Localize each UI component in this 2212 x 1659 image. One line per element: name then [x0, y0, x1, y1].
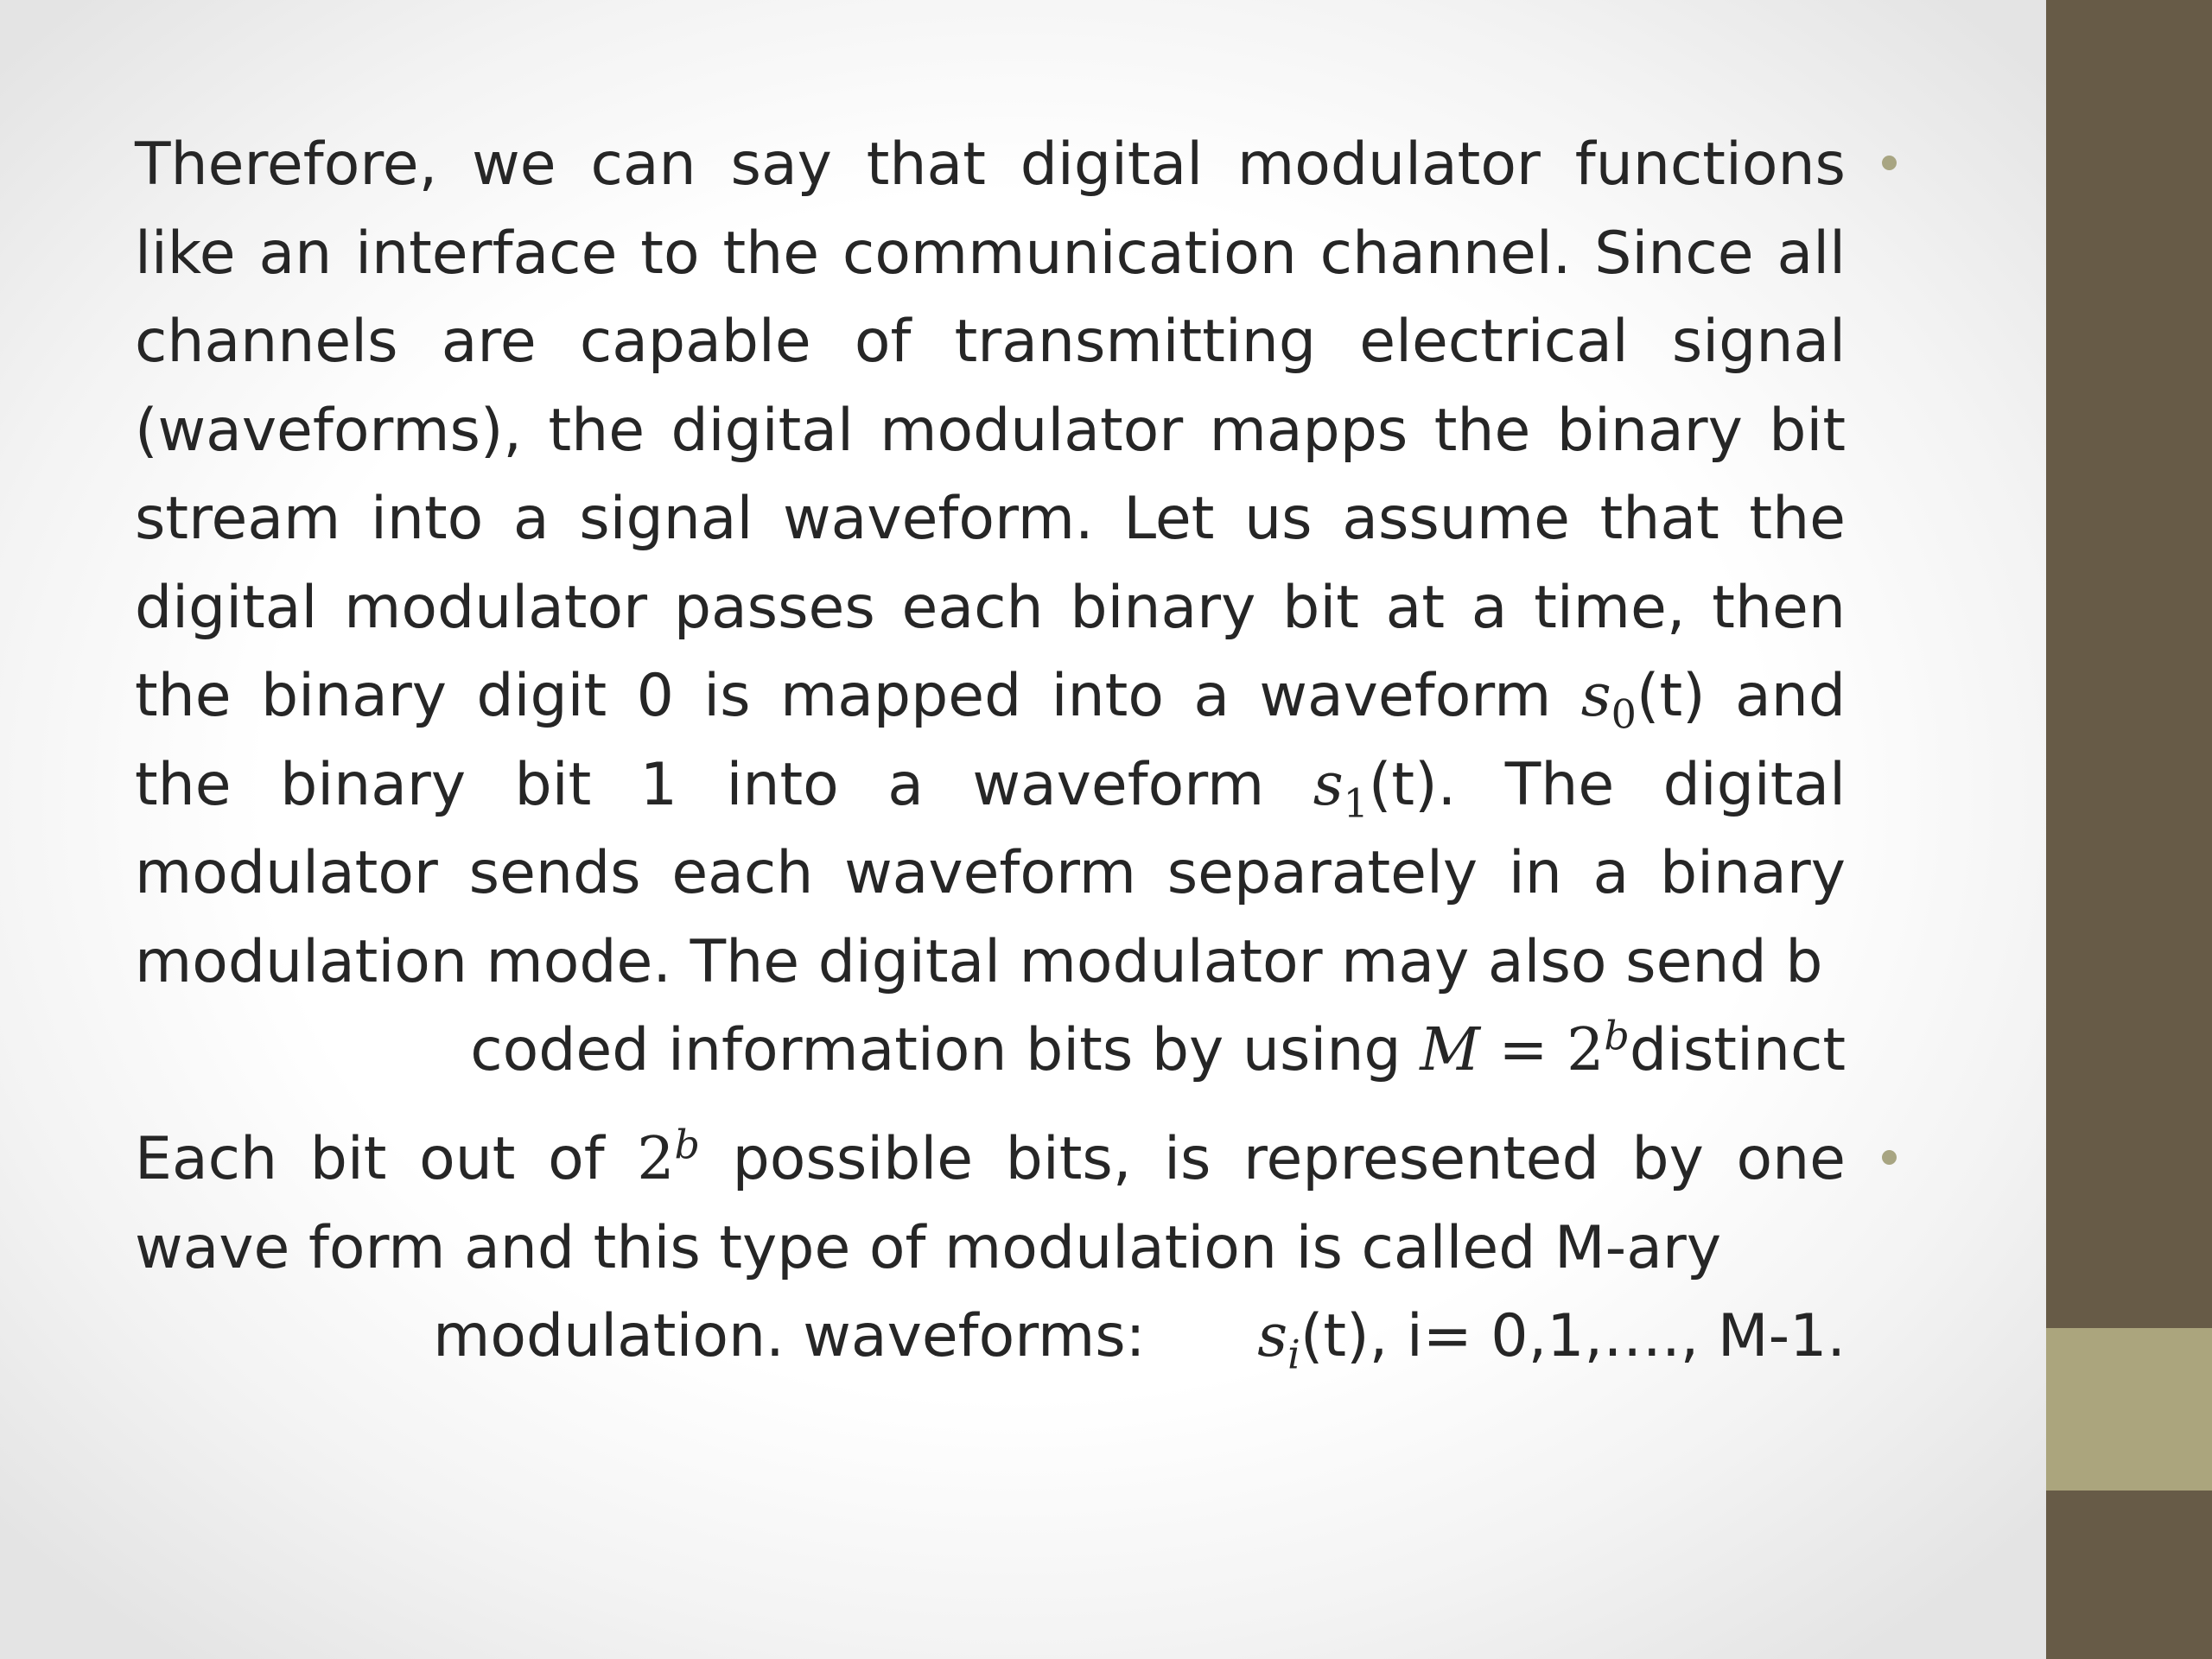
para-1-last-prefix: coded information bits by using — [470, 1016, 1402, 1084]
bullet-item-2 — [135, 1116, 1846, 1382]
si-subscript: i — [1287, 1331, 1300, 1378]
s1-subscript: 1 — [1343, 779, 1369, 827]
s0-subscript: 0 — [1611, 690, 1637, 738]
para-2-last-prefix: modulation. waveforms: — [433, 1302, 1146, 1370]
equals-sign: = — [1498, 1016, 1548, 1084]
bullet-text-1 — [135, 121, 1846, 1096]
para-1-after-s0: (t) and the binary bit 1 into a waveform — [135, 662, 1846, 819]
s1-variable: s — [1313, 750, 1344, 819]
b-exponent: b — [674, 1121, 700, 1168]
para-2-last-line — [135, 1293, 1846, 1382]
M-variable: M — [1420, 1016, 1480, 1084]
para-1-body: Therefore, we can say that digital modulator functions like an interface to the communication channel. Since all channels are capable of transmitting electrical signal (waveforms), the digital modulator mapps the binary bit stream into a signal waveform. Let us assume that the digital modulator passes each binary bit at a time, then the binary digit 0 is mapped into a waveform — [135, 130, 1846, 730]
para-1-after-s1: (t). The digital modulator sends each waveform separately in a binary modulation mode. The digital modulator may also send b — [135, 750, 1846, 996]
si-variable: s — [1257, 1302, 1288, 1370]
para-2-middle: possible bits, is represented by one wave form and this type of modulation is called M-ary — [135, 1125, 1847, 1282]
bullet-dot-icon — [1882, 1150, 1897, 1165]
b-exponent: b — [1604, 1012, 1630, 1059]
para-1-last-suffix: distinct — [1629, 1016, 1846, 1084]
para-2-prefix: Each bit out of — [135, 1125, 605, 1193]
two-base: 2 — [637, 1125, 675, 1193]
bullet-item-1 — [135, 121, 1846, 1096]
para-2-last-suffix: (t), i= 0,1,…., M-1. — [1300, 1302, 1846, 1370]
bullet-dot-icon — [1882, 156, 1897, 170]
side-accent-block — [2046, 1328, 2212, 1491]
s0-variable: s — [1580, 662, 1611, 730]
bullet-text-2 — [135, 1116, 1846, 1382]
two-base: 2 — [1567, 1016, 1605, 1084]
para-1-last-line — [135, 1007, 1846, 1096]
